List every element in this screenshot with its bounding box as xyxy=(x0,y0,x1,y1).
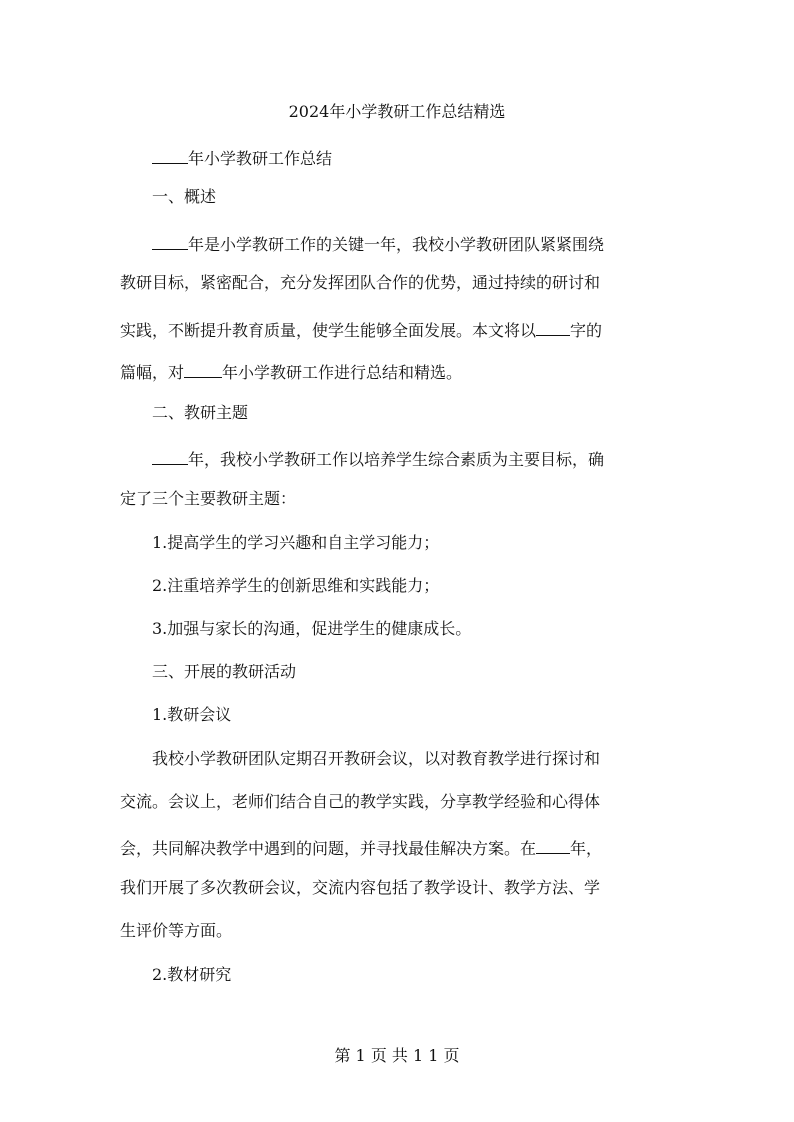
paragraph-text: 字的 xyxy=(570,321,603,340)
subtitle-line xyxy=(152,145,332,169)
subsection-heading-meetings: 1.教研会议 xyxy=(152,705,232,724)
fill-in-blank xyxy=(152,231,188,250)
paragraph-line: 定了三个主要教研主题： xyxy=(120,489,297,508)
section-heading-overview: 一、概述 xyxy=(152,187,217,206)
paragraph-line: 交流。会议上，老师们结合自己的教学实践，分享教学经验和心得体 xyxy=(120,792,601,811)
paragraph-text: 实践，不断提升教育质量，使学生能够全面发展。本文将以 xyxy=(120,321,537,340)
document-title: 2024年小学教研工作总结精选 xyxy=(288,102,506,121)
subsection-heading-textbook-research: 2.教材研究 xyxy=(152,965,232,984)
fill-in-blank xyxy=(536,835,570,854)
fill-in-blank xyxy=(152,145,188,164)
paragraph-line xyxy=(120,273,600,293)
fill-in-blank xyxy=(184,359,222,378)
paragraph-text: 年是小学教研工作的关键一年，我校小学教研团队紧紧围绕 xyxy=(188,235,605,254)
fill-in-blank xyxy=(536,317,570,336)
paragraph-text: 年， xyxy=(570,839,603,858)
page-footer: 第 1 页 共 1 1 页 xyxy=(334,1046,460,1065)
paragraph-line xyxy=(120,835,602,859)
fill-in-blank xyxy=(152,446,188,465)
list-item: 2.注重培养学生的创新思维和实践能力； xyxy=(152,576,440,595)
paragraph-line xyxy=(152,231,604,255)
subtitle-text: 年小学教研工作总结 xyxy=(188,149,333,168)
paragraph-text: 年小学教研工作进行总结和精选。 xyxy=(222,363,463,382)
paragraph-text: 年，我校小学教研工作以培养学生综合素质为主要目标，确 xyxy=(188,450,605,469)
paragraph-line xyxy=(120,359,462,383)
list-item: 1.提高学生的学习兴趣和自主学习能力； xyxy=(152,533,440,552)
paragraph-line: 生评价等方面。 xyxy=(120,921,233,940)
paragraph-line xyxy=(120,317,602,341)
paragraph-text: 篇幅，对 xyxy=(120,363,185,382)
list-item: 3.加强与家长的沟通，促进学生的健康成长。 xyxy=(152,619,472,638)
paragraph-line: 我们开展了多次教研会议，交流内容包括了教学设计、教学方法、学 xyxy=(120,878,601,897)
paragraph-line xyxy=(152,446,604,470)
paragraph-text: 教研目标，紧密配合，充分发挥团队合作的优势，通过持续的研讨和 xyxy=(120,273,601,292)
section-heading-research-themes: 二、教研主题 xyxy=(152,403,249,422)
paragraph-line: 我校小学教研团队定期召开教研会议，以对教育教学进行探讨和 xyxy=(152,749,601,768)
section-heading-activities: 三、开展的教研活动 xyxy=(152,662,297,681)
paragraph-text: 会，共同解决教学中遇到的问题，并寻找最佳解决方案。在 xyxy=(120,839,537,858)
